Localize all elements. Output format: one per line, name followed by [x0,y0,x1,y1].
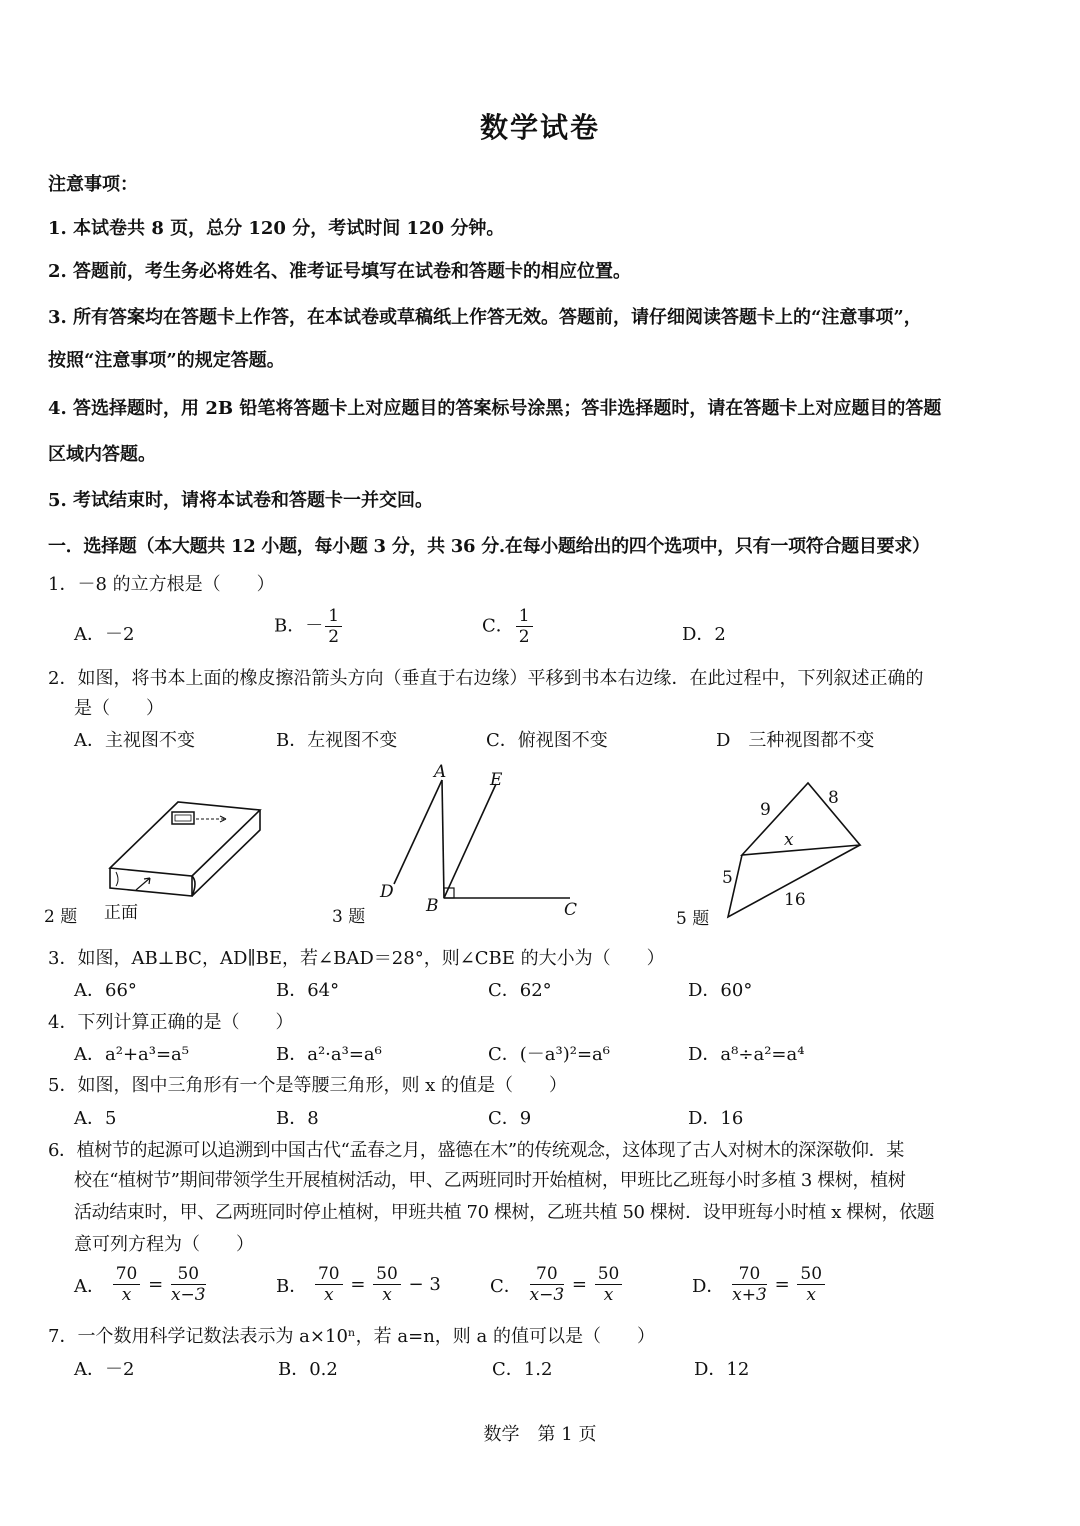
option-label: D． [692,1275,725,1297]
equals-sign: = [774,1274,790,1295]
question-stem: 6．植树节的起源可以追溯到中国古代“孟春之月，盛德在木”的传统观念，这体现了古人对树木的深深敬仰．某 [48,1140,904,1161]
fraction [373,1264,401,1305]
notice-item: 区域内答题。 [48,444,156,465]
fraction [530,1264,565,1305]
point-label-d: D [380,882,394,902]
option-b-prefix: B．－ [274,615,324,637]
option-b: B．64° [276,980,340,1001]
fraction-denominator: x−3 [529,1285,565,1305]
question-stem: 2．如图，将书本上面的橡皮擦沿箭头方向（垂直于右边缘）平移到书本右边缘．在此过程中，下列叙述正确的 [48,668,924,689]
option-b: B．a²·a³=a⁶ [276,1044,382,1065]
figure-label: 5 题 [676,909,710,929]
option-c [490,1264,624,1305]
option-d: D．a⁸÷a²=a⁴ [688,1044,805,1065]
fraction [516,606,533,647]
option-a [74,1264,208,1305]
fraction [797,1264,825,1305]
question-stem: 5．如图，图中三角形有一个是等腰三角形，则 x 的值是（ ） [48,1075,568,1096]
fraction-numerator: 50 [595,1264,623,1285]
option-d: D．60° [688,980,753,1001]
notice-item: 4. 答选择题时，用 2B 铅笔将答题卡上对应题目的答案标号涂黑；答非选择题时，请在答题卡上对应题目的答题 [48,398,942,419]
option-a: A．－2 [74,624,135,645]
side-label: 5 [722,868,733,888]
option-d: D．12 [694,1359,750,1380]
fraction-denominator: x [323,1285,334,1305]
fraction [171,1264,206,1305]
page-footer: 数学 第 1 页 [483,1424,597,1445]
option-a: A．5 [74,1108,117,1129]
question-stem: 7．一个数用科学记数法表示为 a×10ⁿ，若 a=n，则 a 的值可以是（ ） [48,1326,655,1347]
option-a: A．主视图不变 [74,730,195,751]
option-b: B．左视图不变 [276,730,398,751]
option-label: B． [276,1275,308,1297]
question-stem: 活动结束时，甲、乙两班同时停止植树，甲班共植 70 棵树，乙班共植 50 棵树．设甲班每小时植 x 棵树，依题 [74,1202,935,1223]
option-a: A．a²+a³=a⁵ [74,1044,190,1065]
option-c: C．9 [488,1108,532,1129]
fraction-denominator: x [121,1285,132,1305]
question-stem: 1．－8 的立方根是（ ） [48,574,275,595]
option-b [274,606,344,647]
question-stem: 意可列方程为（ ） [74,1234,254,1255]
section-heading: 一．选择题（本大题共 12 小题，每小题 3 分，共 36 分.在每小题给出的四个选项中，只有一项符合题目要求） [48,536,930,557]
fraction-denominator: x [806,1285,816,1305]
option-d: D．16 [688,1108,744,1129]
figure-label: 2 题 [44,907,78,927]
option-d [692,1264,827,1305]
fraction [113,1264,141,1305]
option-c: C．(－a³)²=a⁶ [488,1044,611,1065]
fraction [595,1264,623,1305]
option-b: B．8 [276,1108,319,1129]
equals-sign: = [571,1274,587,1295]
notice-item: 5. 考试结束时，请将本试卷和答题卡一并交回。 [48,490,434,511]
fraction-denominator: x [603,1285,614,1305]
fraction-numerator: 70 [113,1264,141,1285]
question-stem: 3．如图，AB⊥BC，AD∥BE，若∠BAD＝28°，则∠CBE 的大小为（ ） [48,948,665,969]
point-label-c: C [564,900,578,920]
option-a: A．－2 [74,1359,135,1380]
point-label-a: A [434,762,447,782]
side-label: x [784,830,794,850]
fraction-numerator: 1 [325,606,342,627]
page-title: 数学试卷 [479,111,600,144]
equals-sign: = [148,1274,164,1295]
notice-item: 3. 所有答案均在答题卡上作答，在本试卷或草稿纸上作答无效。答题前，请仔细阅读答题卡上的“注意事项”， [48,307,922,328]
option-c: C．62° [488,980,552,1001]
option-label: A． [74,1275,105,1297]
option-c: C．1.2 [492,1359,553,1380]
side-label: 8 [828,788,839,808]
fraction-numerator: 50 [171,1264,206,1285]
figure-caption: 正面 [104,903,138,923]
fraction [315,1264,343,1305]
notice-item: 按照“注意事项”的规定答题。 [48,350,285,371]
side-label: 16 [784,890,806,910]
fraction-denominator: 2 [328,627,340,647]
option-c: C．俯视图不变 [486,730,608,751]
option-label: C． [490,1275,522,1297]
option-d: D．2 [682,624,726,645]
notice-heading: 注意事项： [48,174,138,195]
side-label: 9 [760,800,771,820]
equation-tail: − 3 [408,1274,441,1295]
question-stem: 4．下列计算正确的是（ ） [48,1012,294,1033]
option-c [482,606,535,647]
book-figure [100,790,270,900]
fraction-denominator: x−3 [170,1285,206,1305]
notice-item: 1. 本试卷共 8 页，总分 120 分，考试时间 120 分钟。 [48,218,505,239]
fraction [325,606,342,647]
figure-label: 3 题 [332,907,366,927]
option-d: D 三种视图都不变 [716,730,875,751]
fraction [732,1264,767,1305]
fraction-numerator: 70 [732,1264,767,1285]
fraction-numerator: 50 [373,1264,401,1285]
fraction-numerator: 1 [516,606,533,627]
fraction-numerator: 70 [315,1264,343,1285]
point-label-e: E [490,770,503,790]
option-b [276,1264,441,1305]
equals-sign: = [350,1274,366,1295]
option-b: B．0.2 [278,1359,338,1380]
fraction-denominator: x+3 [732,1285,767,1305]
option-a: A．66° [74,980,137,1001]
fraction-denominator: 2 [518,627,530,647]
option-c-prefix: C． [482,615,514,637]
notice-item: 2. 答题前，考生务必将姓名、准考证号填写在试卷和答题卡的相应位置。 [48,261,632,282]
point-label-b: B [426,896,439,916]
question-stem: 校在“植树节”期间带领学生开展植树活动，甲、乙两班同时开始植树，甲班比乙班每小时多植 3 棵树，植树 [74,1170,906,1191]
fraction-denominator: x [382,1285,392,1305]
question-stem: 是（ ） [74,698,164,719]
angle-figure [370,760,590,910]
fraction-numerator: 50 [797,1264,825,1285]
fraction-numerator: 70 [530,1264,565,1285]
